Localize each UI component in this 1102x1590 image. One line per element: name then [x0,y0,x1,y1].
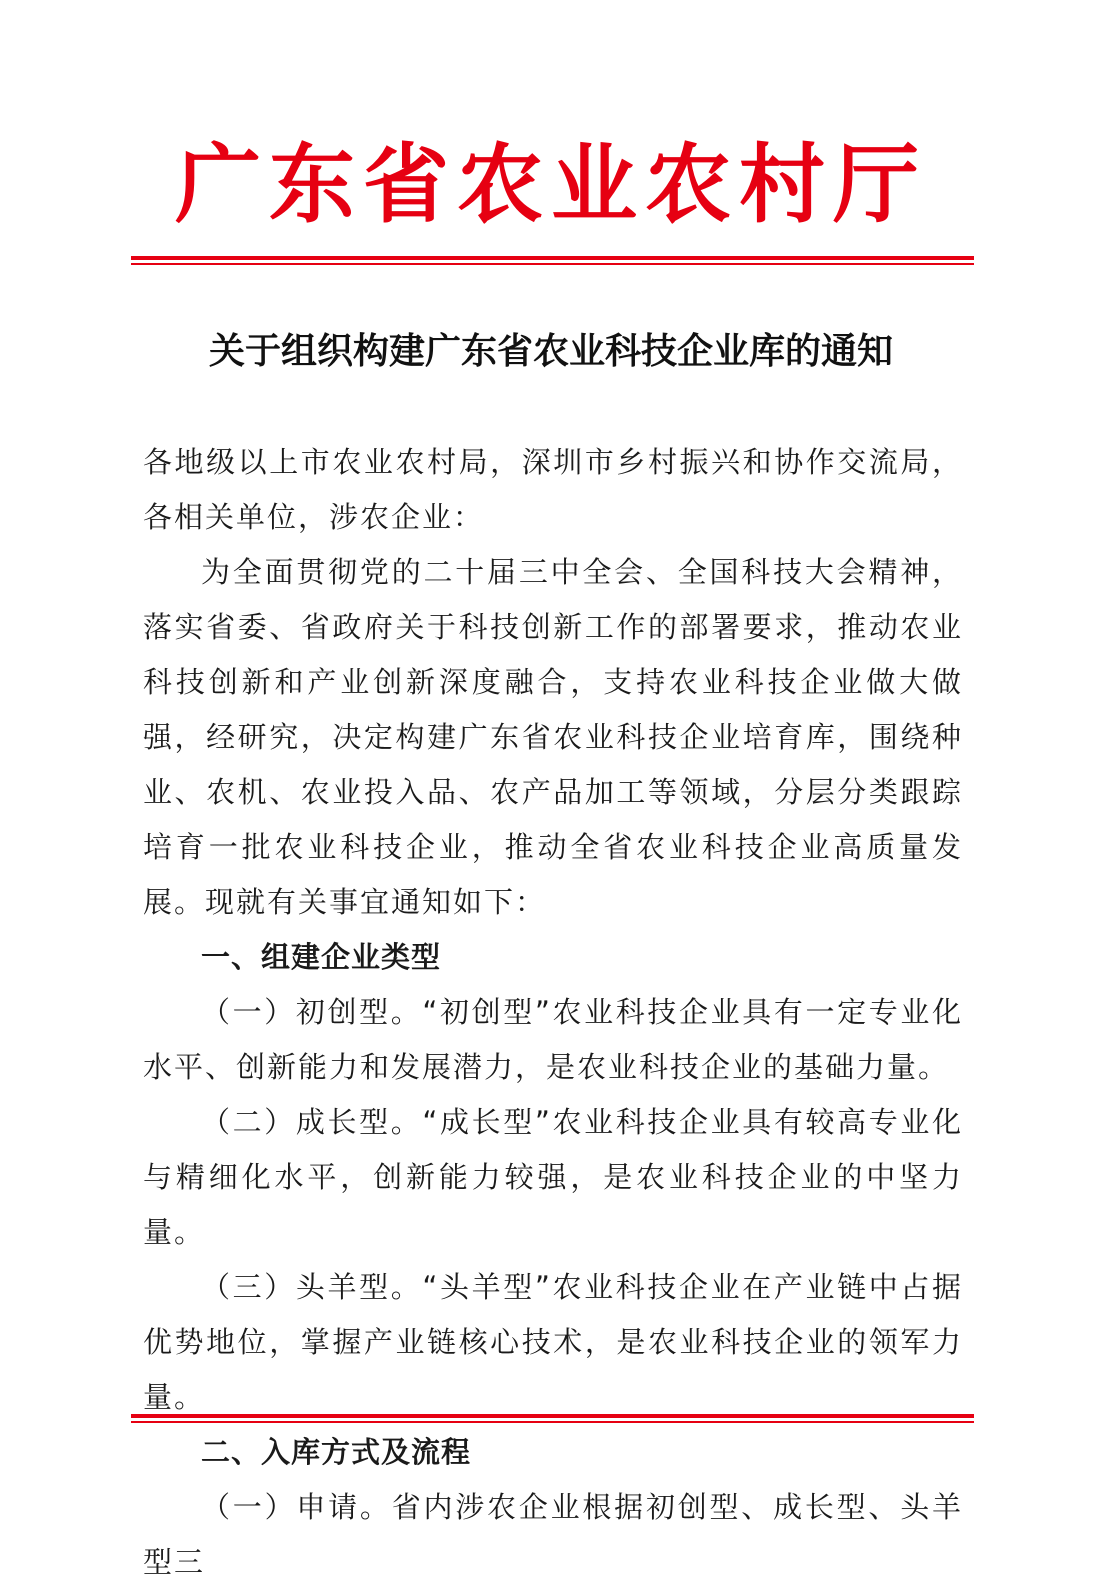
section-1-item-2: （二）成长型。“成长型”农业科技企业具有较高专业化与精细化水平，创新能力较强，是农业科技企业的中坚力量。 [143,1105,963,1249]
issuer-masthead: 广东省农业农村厅 [175,134,927,235]
addressees: 各地级以上市农业农村局，深圳市乡村振兴和协作交流局，各相关单位，涉农企业： [143,445,963,534]
document-title: 关于组织构建广东省农业科技企业库的通知 [208,330,893,372]
section-1-heading: 一、组建企业类型 [201,940,442,974]
footer-rule-bottom [131,1421,974,1423]
section-2-item-1: （一）申请。省内涉农企业根据初创型、成长型、头羊型三 [143,1490,963,1579]
section-2-heading: 二、入库方式及流程 [201,1435,472,1469]
section-1-item-1: （一）初创型。“初创型”农业科技企业具有一定专业化水平、创新能力和发展潜力，是农业科技企业的基础力量。 [143,995,963,1084]
intro-paragraph: 为全面贯彻党的二十届三中全会、全国科技大会精神，落实省委、省政府关于科技创新工作的部署要求，推动农业科技创新和产业创新深度融合，支持农业科技企业做大做强，经研究，决定构建广东省农业科技企业培育库，围绕种业、农机、农业投入品、农产品加工等领域，分层分类跟踪培育一批农业科技企业，推动全省农业科技企业高质量发展。现就有关事宜通知如下： [143,555,963,919]
footer-rule-top [131,1414,974,1418]
masthead-rule-bottom [131,263,974,265]
section-1-item-3: （三）头羊型。“头羊型”农业科技企业在产业链中占据优势地位，掌握产业链核心技术，是农业科技企业的领军力量。 [143,1270,963,1414]
masthead-rule-top [131,256,974,260]
